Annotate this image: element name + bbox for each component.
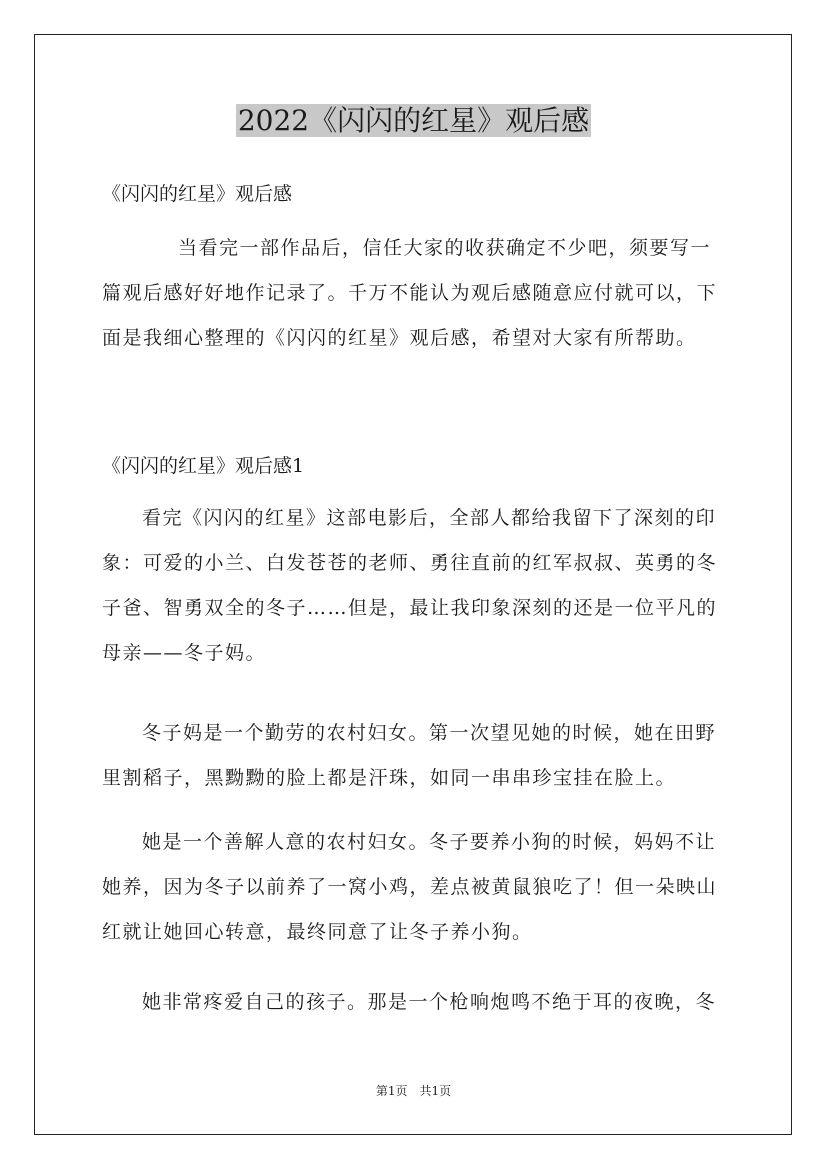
body-paragraph: 冬子妈是一个勤劳的农村妇女。第一次望见她的时候，她在田野里割稻子，黑黝黝的脸上都是汗珠，如同一串串珍宝挂在脸上。 — [102, 722, 717, 789]
document-title — [0, 100, 827, 142]
body-paragraph: 看完《闪闪的红星》这部电影后，全部人都给我留下了深刻的印象：可爱的小兰、白发苍苍的老师、勇往直前的红军叔叔、英勇的冬子爸、智勇双全的冬子……但是，最让我印象深刻的还是一位平凡的母亲——冬子妈。 — [102, 507, 718, 664]
intro-heading: 《闪闪的红星》观后感 — [102, 183, 293, 205]
body-paragraph: 她是一个善解人意的农村妇女。冬子要养小狗的时候，妈妈不让她养，因为冬子以前养了一窝小鸡，差点被黄鼠狼吃了！但一朵映山红就让她回心转意，最终同意了让冬子养小狗。 — [102, 831, 718, 943]
intro-paragraph: 当看完一部作品后，信任大家的收获确定不少吧，须要写一篇观后感好好地作记录了。千万不能认为观后感随意应付就可以，下面是我细心整理的《闪闪的红星》观后感，希望对大家有所帮助。 — [102, 237, 718, 349]
body-paragraph: 她非常疼爱自己的孩子。那是一个枪响炮鸣不绝于耳的夜晚，冬 — [142, 991, 717, 1013]
page-footer: 第1页 共1页 — [375, 1084, 452, 1098]
section-heading: 《闪闪的红星》观后感1 — [102, 455, 305, 477]
title-text: 2022《闪闪的红星》观后感 — [237, 104, 590, 137]
